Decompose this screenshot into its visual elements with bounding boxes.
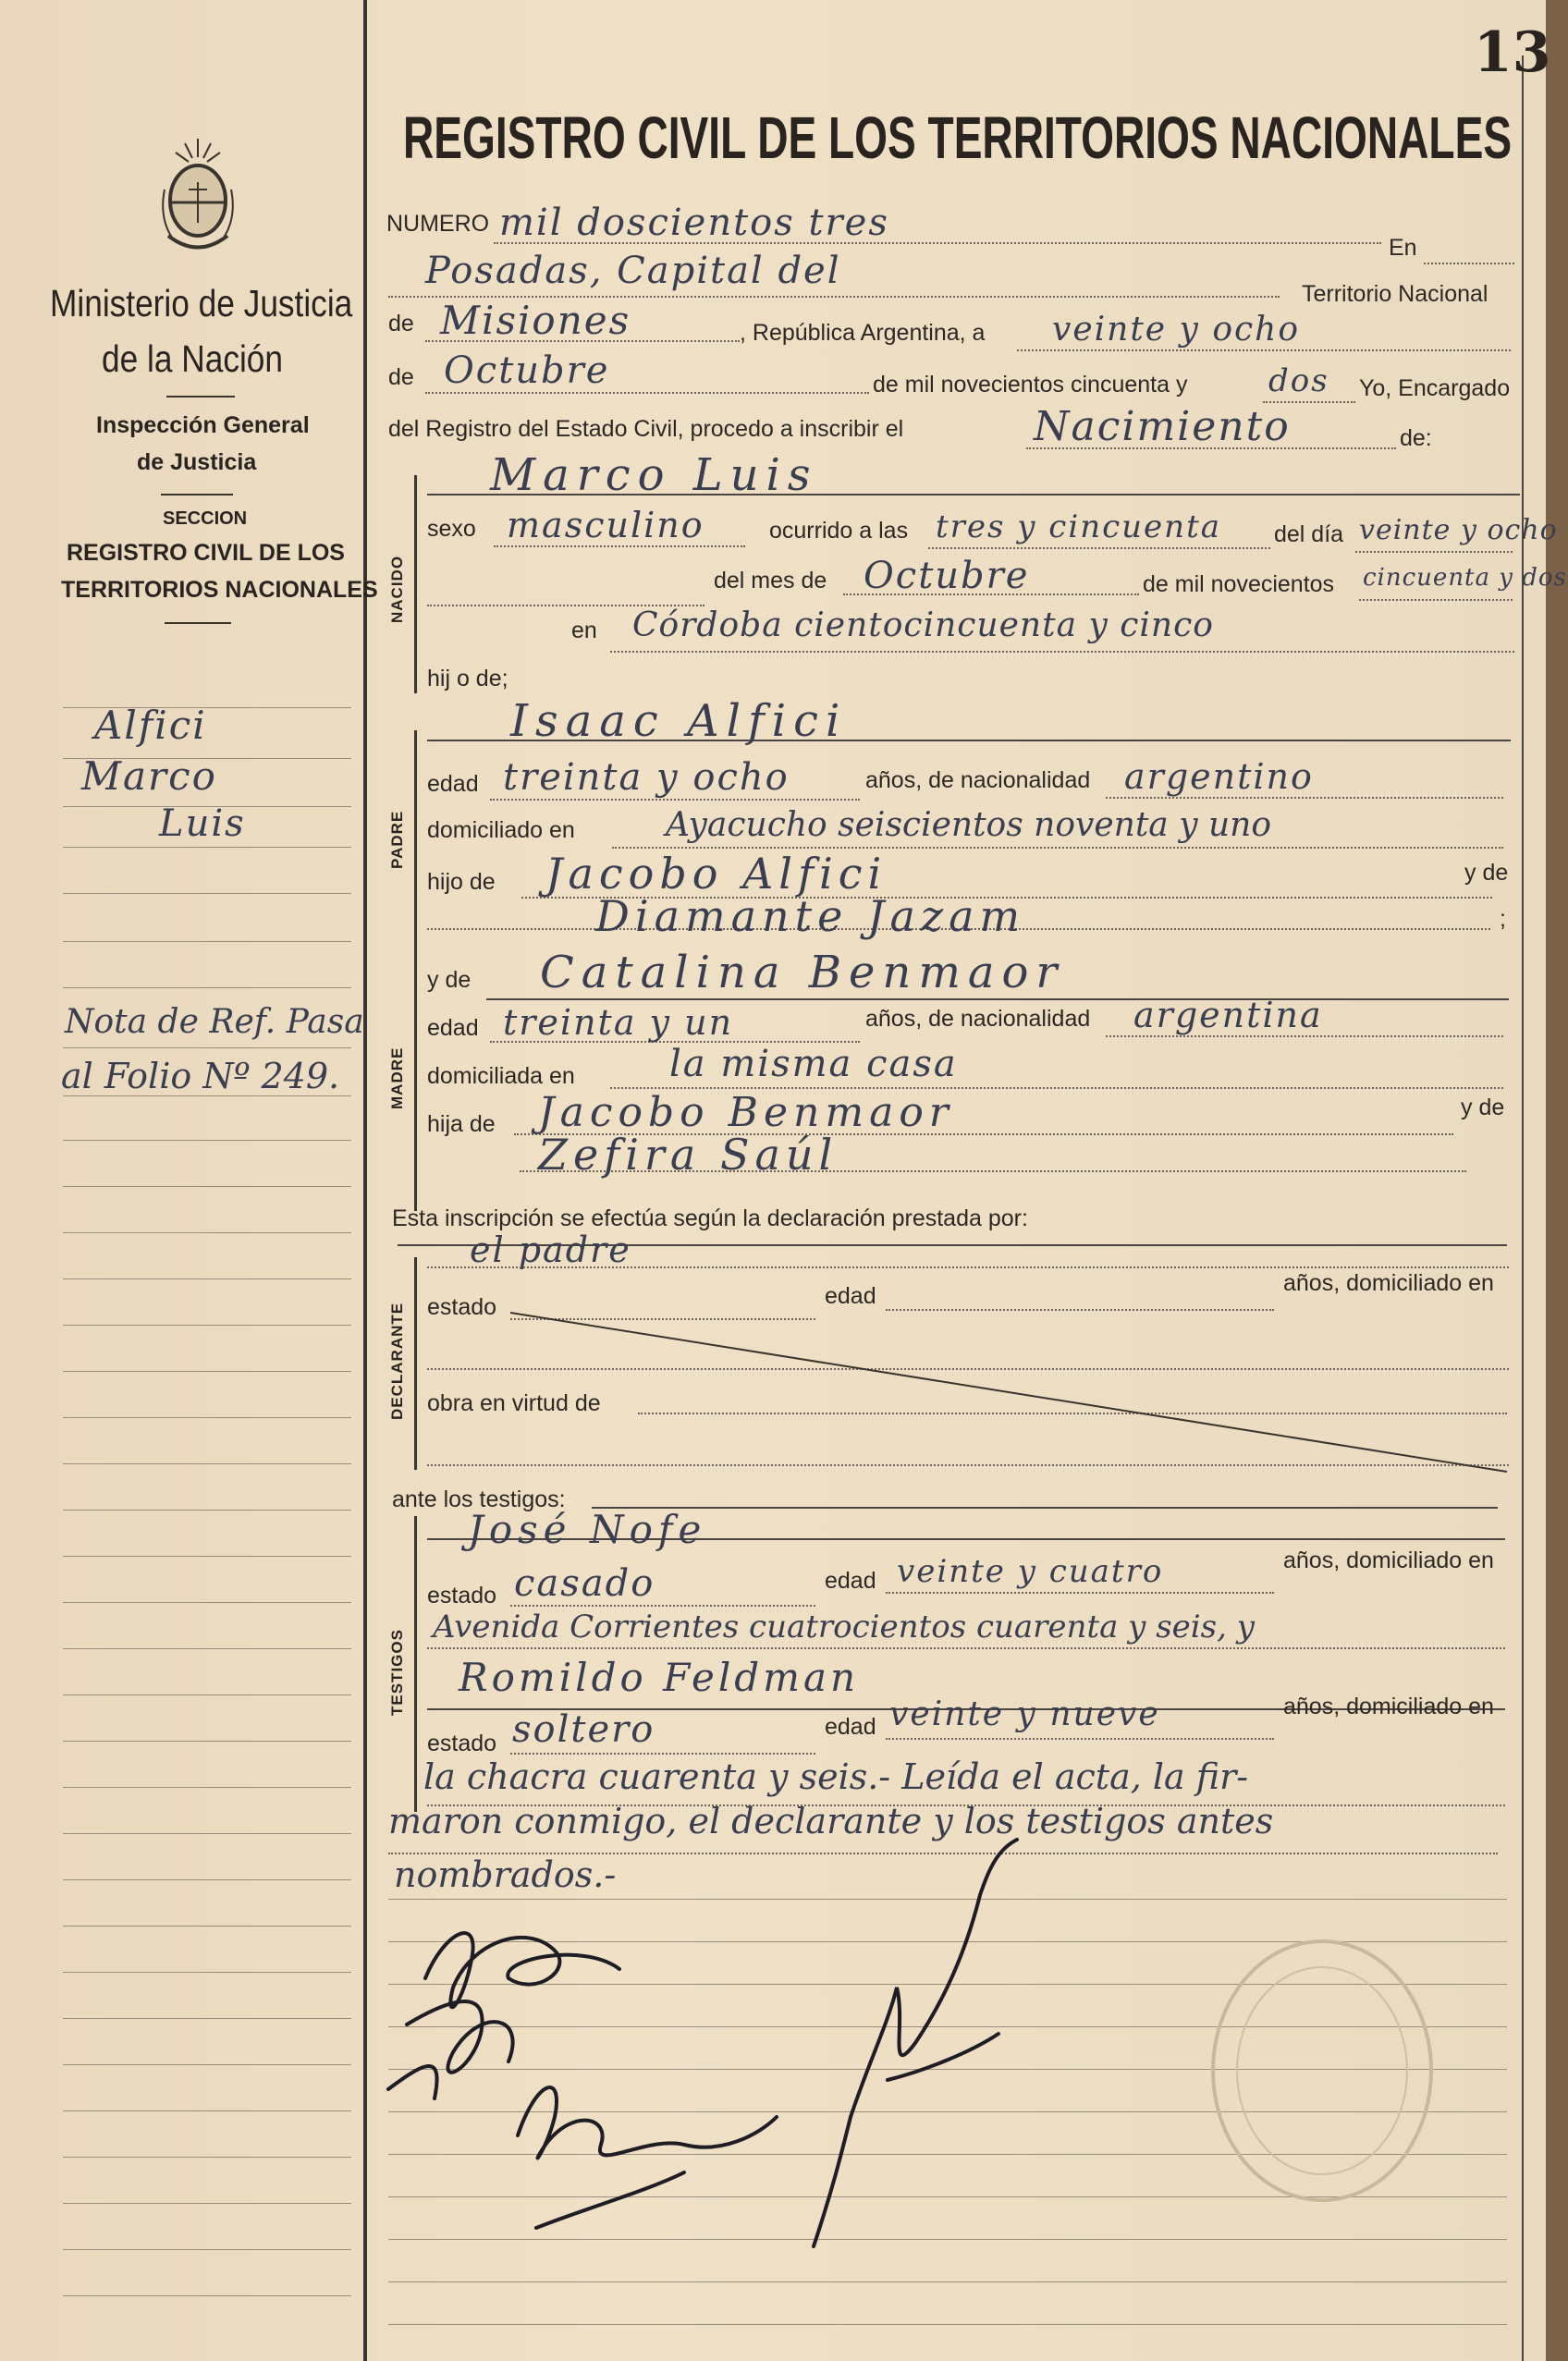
padre-semicolon: ; [1500,906,1506,932]
witness1-edad-label: edad [825,1568,876,1594]
page-number: 13 [1474,20,1551,85]
act-value: Nacimiento [1034,403,1291,450]
witness1-dom-value: Avenida Corrientes cuatrocientos cuarenta y seis, y [433,1609,1255,1645]
declarante-anios-label: años, domiciliado en [1283,1270,1494,1296]
madre-y-de-label: y de [1461,1095,1505,1120]
madre-y-de-label: y de [427,967,472,993]
signatures [370,1840,1109,2274]
sexo-value: masculino [507,505,704,545]
hijo-de-label: hij o de; [427,666,508,691]
registro-label: del Registro del Estado Civil, procedo a inscribir el [388,416,904,442]
mes-value: Octubre [864,555,1030,597]
padre-edad-value: treinta y ocho [503,756,790,799]
madre-dom-value: la misma casa [669,1043,958,1085]
declarante-edad-label: edad [825,1283,876,1309]
declarante-side-label: DECLARANTE [388,1302,406,1420]
territory-value: Misiones [440,298,631,343]
father-name-value: Isaac Alfici [510,695,848,747]
declaracion-intro-label: Esta inscripción se efectúa según la declaración prestada por: [392,1205,1028,1231]
witness2-estado-value: soltero [512,1708,655,1751]
year-label: de mil novecientos cincuenta y [873,372,1188,398]
testigos-intro-label: ante los testigos: [392,1486,566,1512]
madre-side-label: MADRE [388,1046,406,1109]
de-label-2: de [388,364,414,390]
witness2-dom-value: la chacra cuarenta y seis.- Leída el acta, la fir- [423,1756,1249,1797]
witness1-estado-label: estado [427,1583,497,1609]
en-label: En [1389,235,1417,261]
de-label-1: de [388,311,414,336]
madre-grandmother-value: Zefira Saúl [538,1130,839,1180]
madre-hija-label: hija de [427,1111,496,1137]
padre-dom-label: domiciliado en [427,817,575,843]
mother-name-value: Catalina Benmaor [540,947,1065,998]
padre-grandfather-value: Jacobo Alfici [545,849,888,899]
declarante-obra-label: obra en virtud de [427,1390,601,1416]
margin-note-line-2: al Folio Nº 249. [61,1056,340,1096]
section-line-2: TERRITORIOS NACIONALES [61,577,378,603]
padre-grandmother-value: Diamante Jazam [595,891,1026,941]
place-value: Posadas, Capital del [425,250,841,292]
anio-value: cincuenta y dos [1363,564,1567,592]
nacido-side-label: NACIDO [388,555,406,623]
official-seal-icon [1202,1932,1442,2209]
padre-nac-label: años, de nacionalidad [865,767,1091,793]
closing-line-2: nombrados.- [394,1854,617,1895]
numero-value: mil doscientos tres [499,202,889,244]
padre-y-de-label: y de [1464,860,1509,886]
madre-grandfather-value: Jacobo Benmaor [538,1089,954,1136]
day-value: veinte y ocho [1052,311,1301,349]
margin-note-line-1: Nota de Ref. Pasa [65,1003,364,1041]
dia-value: veinte y ocho [1359,514,1558,546]
madre-dom-label: domiciliada en [427,1063,575,1089]
padre-hijo-label: hijo de [427,869,496,895]
dia-label: del día [1274,521,1344,547]
padre-dom-value: Ayacucho seiscientos noventa y uno [666,806,1272,844]
margin-firstname: Marco [81,753,217,799]
lugar-value: Córdoba cientocincuenta y cinco [632,606,1214,644]
declarante-value: el padre [470,1229,631,1270]
madre-nac-label: años, de nacionalidad [865,1006,1091,1032]
testigos-side-label: TESTIGOS [388,1629,406,1716]
padre-side-label: PADRE [388,810,406,869]
padre-edad-label: edad [427,771,479,797]
ocurrido-label: ocurrido a las [769,518,909,544]
mes-label: del mes de [714,568,827,593]
closing-line-1: maron conmigo, el declarante y los testigos antes [388,1801,1274,1841]
year-value: dos [1268,362,1329,399]
nacido-en-label: en [571,618,597,643]
anio-label: de mil novecientos [1143,571,1335,597]
witness1-name-value: José Nofe [468,1507,707,1552]
registry-title: REGISTRO CIVIL DE LOS TERRITORIOS NACIONALES [403,104,1513,171]
margin-surname: Alfici [94,703,207,748]
ministry-line-2: de la Nación [102,337,284,380]
inspection-line-2: de Justicia [137,449,257,475]
witness2-edad-value: veinte y nueve [889,1695,1160,1733]
section-label: SECCION [163,508,248,529]
madre-edad-label: edad [427,1015,479,1041]
sexo-label: sexo [427,516,476,542]
month-value: Octubre [444,349,610,392]
witness2-name-value: Romildo Feldman [459,1655,860,1700]
republica-label: , República Argentina, a [740,320,986,346]
section-line-1: REGISTRO CIVIL DE LOS [67,540,345,566]
madre-edad-value: treinta y un [503,1002,734,1043]
encargado-label: Yo, Encargado [1359,375,1511,401]
hora-value: tres y cincuenta [936,508,1222,545]
ministry-line-1: Ministerio de Justicia [50,282,353,324]
territorio-label: Territorio Nacional [1302,281,1488,307]
witness1-estado-value: casado [514,1562,655,1605]
witness2-edad-label: edad [825,1714,876,1740]
inspection-line-1: Inspección General [96,412,310,438]
witness2-estado-label: estado [427,1731,497,1756]
child-name-value: Marco Luis [490,449,818,501]
witness1-edad-value: veinte y cuatro [897,1553,1164,1590]
colon-de-label: de: [1400,425,1432,451]
declarante-estado-label: estado [427,1294,497,1320]
numero-label: NUMERO [386,211,490,237]
witness2-anios-label: años, domiciliado en [1283,1694,1494,1719]
madre-nac-value: argentina [1133,995,1323,1035]
witness1-anios-label: años, domiciliado en [1283,1547,1494,1573]
padre-nac-value: argentino [1124,756,1314,797]
margin-middlename: Luis [159,802,246,845]
